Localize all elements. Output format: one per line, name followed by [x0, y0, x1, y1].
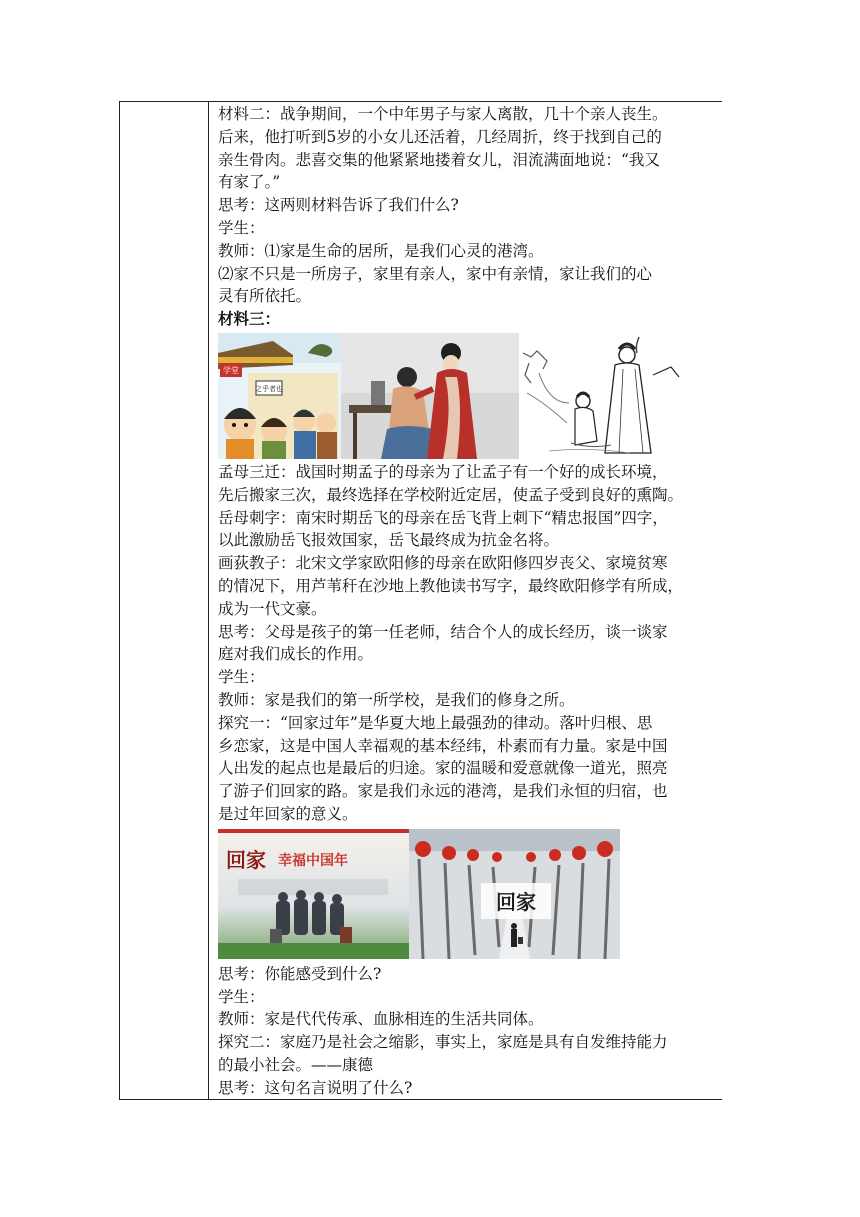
table-column-divider: [208, 102, 209, 1099]
text-line: 思考：父母是孩子的第一任老师，结合个人的成长经历，谈一谈家: [218, 622, 668, 641]
text-line: 学生：: [218, 668, 265, 687]
svg-text:之乎者也: 之乎者也: [255, 384, 283, 393]
text-line: 成为一代文豪。: [218, 599, 327, 618]
svg-text:学堂: 学堂: [223, 365, 239, 375]
text-line: 探究一：“回家过年”是华夏大地上最强劲的律动。落叶归根、思: [218, 713, 653, 732]
text-line: 画荻教子：北宋文学家欧阳修的母亲在欧阳修四岁丧父、家境贫寒: [218, 554, 668, 573]
material3-heading: 材料三：: [218, 309, 281, 329]
text-line: 亲生骨肉。悲喜交集的他紧紧地搂着女儿，泪流满面地说：“我又: [218, 150, 660, 169]
text-line: 灵有所依托。: [218, 287, 312, 306]
text-line: 教师：家是我们的第一所学校，是我们的修身之所。: [218, 690, 575, 709]
text-line: 先后搬家三次，最终选择在学校附近定居，使孟子受到良好的熏陶。: [218, 485, 684, 504]
text-line: 材料二：战争期间，一个中年男子与家人离散，几十个亲人丧生。: [218, 105, 668, 123]
lesson-content-cell: [218, 103, 718, 1100]
text-line: 教师：家是代代传承、血脉相连的生活共同体。: [218, 1010, 544, 1029]
text-line: 人出发的起点也是最后的归途。家的温暖和爱意就像一道光，照亮: [218, 759, 668, 778]
mencius-cartoon-image: [218, 333, 341, 459]
text-line: 思考：这句名言说明了什么?: [218, 1078, 413, 1097]
svg-text:回家: 回家: [226, 847, 266, 872]
text-line: 的最小社会。——康德: [218, 1055, 374, 1074]
ouyang-xiu-sketch-image: [519, 333, 697, 459]
svg-text:幸福中国年: 幸福中国年: [278, 852, 348, 869]
homecoming-poster-image: [218, 829, 409, 959]
explore-image-row: [218, 829, 718, 959]
text-line: 岳母刺字：南宋时期岳飞的母亲在岳飞背上刺下“精忠报国”四字，: [218, 508, 668, 527]
text-line: 孟母三迁：战国时期孟子的母亲为了让孟子有一个好的成长环境，: [218, 462, 668, 481]
table-border-left: [119, 102, 120, 1099]
yue-fei-tattoo-image: [341, 333, 519, 459]
text-line: 了游子们回家的路。家是我们永远的港湾，是我们永恒的归宿，也: [218, 782, 668, 801]
text-line: 庭对我们成长的作用。: [218, 645, 374, 664]
text-line: 思考：你能感受到什么?: [218, 964, 382, 983]
text-line: 思考：这两则材料告诉了我们什么?: [218, 196, 459, 215]
text-line: 学生：: [218, 218, 265, 237]
text-line: ⑵家不只是一所房子，家里有亲人，家中有亲情，家让我们的心: [218, 264, 653, 283]
text-line: 有家了。”: [218, 173, 281, 192]
text-line: 教师：⑴家是生命的居所，是我们心灵的港湾。: [218, 241, 544, 260]
text-line: 后来，他打听到5岁的小女儿还活着，几经周折，终于找到自己的: [218, 127, 662, 146]
material3-image-row: [218, 333, 718, 459]
lantern-lane-poster-image: [409, 829, 620, 959]
text-line: 的情况下，用芦苇秆在沙地上教他读书写字，最终欧阳修学有所成，: [218, 576, 684, 595]
text-line: 以此激励岳飞报效国家，岳飞最终成为抗金名将。: [218, 531, 560, 550]
text-line: 学生：: [218, 987, 265, 1006]
text-line: 乡恋家，这是中国人幸福观的基本经纬，朴素而有力量。家是中国: [218, 736, 668, 755]
text-line: 探究二：家庭乃是社会之缩影，事实上，家庭是具有自发维持能力: [218, 1033, 668, 1052]
svg-text:回家: 回家: [496, 889, 536, 914]
text-line: 是过年回家的意义。: [218, 804, 358, 823]
